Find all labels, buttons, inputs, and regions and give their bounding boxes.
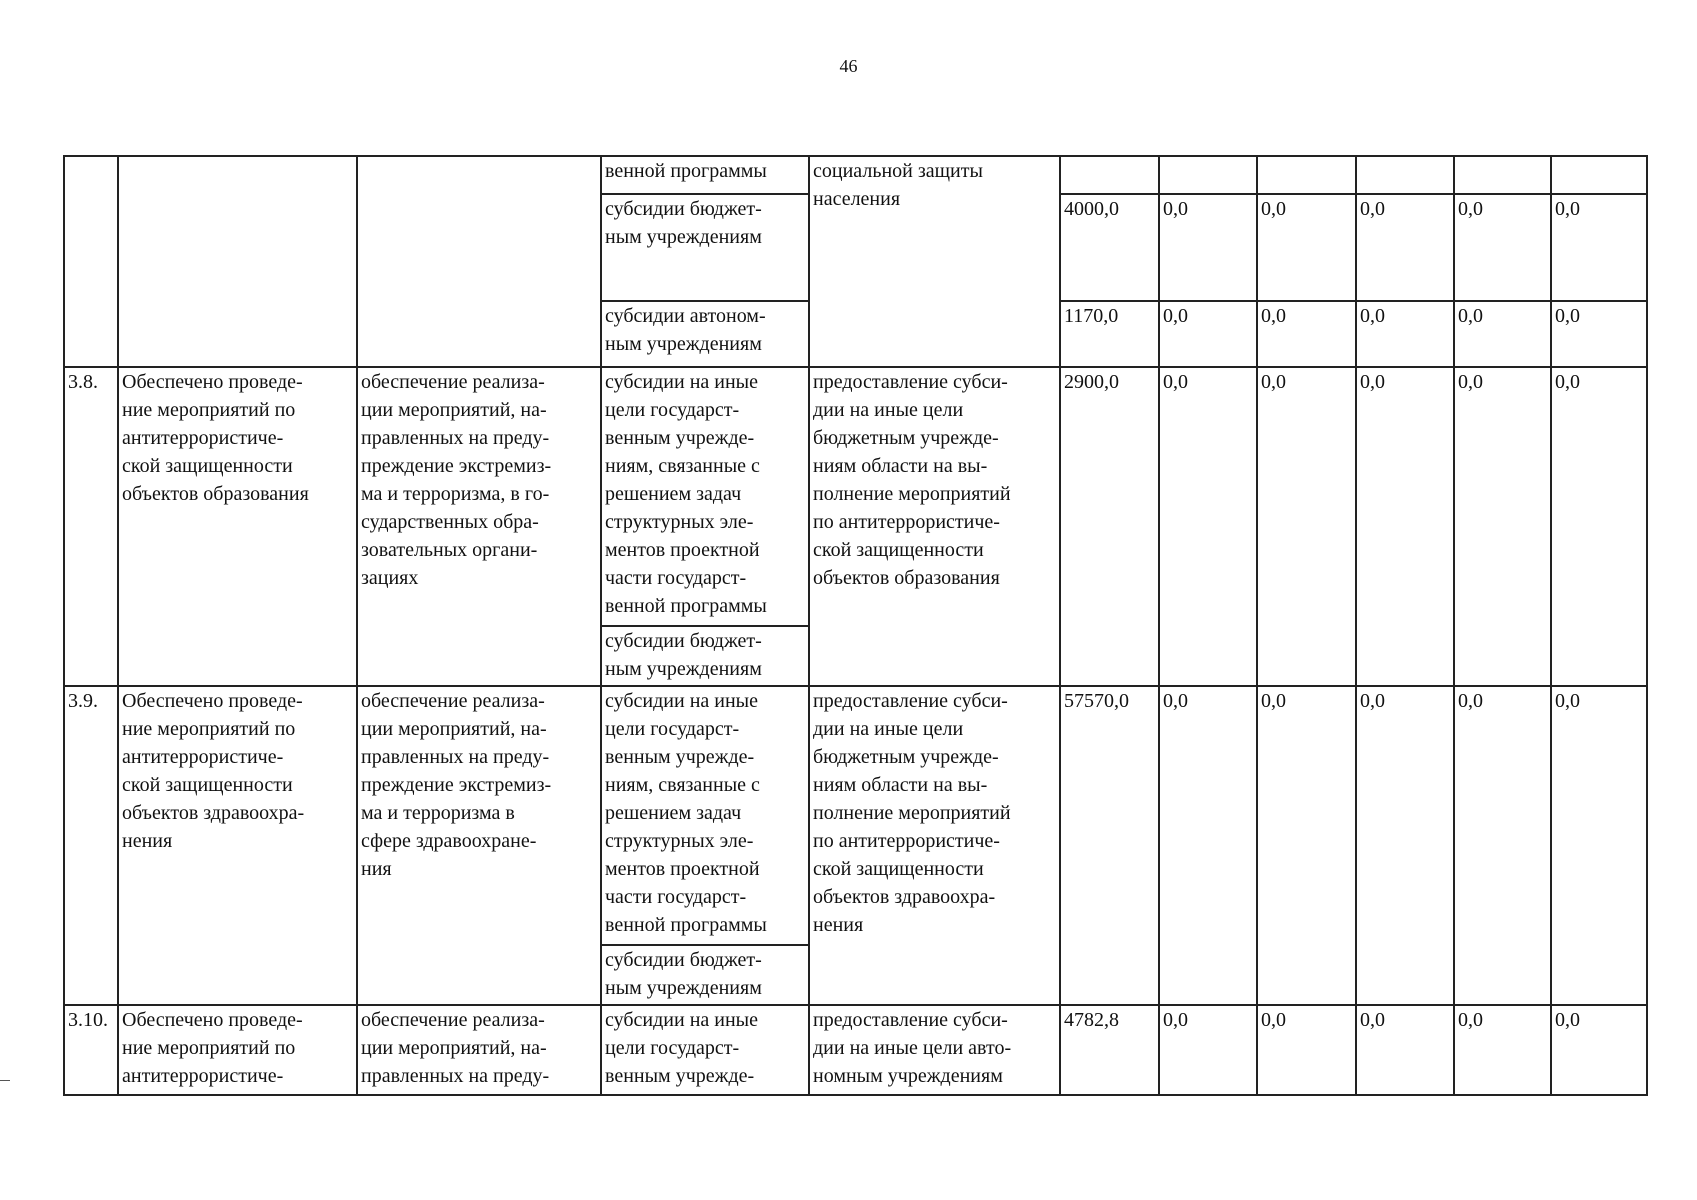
value-cell: 0,0	[1257, 194, 1356, 301]
value-cell: 0,0	[1454, 367, 1551, 686]
value-cell	[1159, 156, 1257, 194]
value-cell: 0,0	[1159, 367, 1257, 686]
source-cell: венной программы	[601, 156, 809, 194]
direction-cell: социальной защиты населения	[809, 156, 1060, 367]
source-cell: субсидии на иные цели государст- венным учрежде- ниям, связанные с решением задач структурных эле- ментов проектной части государст- венной программы	[601, 367, 809, 626]
value-cell: 0,0	[1356, 301, 1454, 367]
page-number: 46	[839, 56, 858, 76]
value-cell: 2900,0	[1060, 367, 1159, 686]
value-cell: 0,0	[1551, 1005, 1647, 1095]
direction-cell: предоставление субси- дии на иные цели бюджетным учрежде- ниям области на вы- полнение мероприятий по антитеррористиче- ской защищенности объектов здравоохра- нения	[809, 686, 1060, 1005]
num-cell: 3.8.	[64, 367, 118, 686]
value-cell: 0,0	[1356, 194, 1454, 301]
measure-cell: обеспечение реализа- ции мероприятий, на- правленных на преду-	[357, 1005, 601, 1095]
num-cell: 3.10.	[64, 1005, 118, 1095]
value-cell: 4000,0	[1060, 194, 1159, 301]
table-row	[64, 686, 1647, 945]
source-cell: субсидии бюджет- ным учреждениям	[601, 194, 809, 301]
value-cell: 0,0	[1159, 301, 1257, 367]
result-cell	[118, 156, 357, 367]
value-cell: 0,0	[1551, 194, 1647, 301]
source-cell: субсидии бюджет- ным учреждениям	[601, 626, 809, 686]
result-cell: Обеспечено проведе- ние мероприятий по антитеррористиче-	[118, 1005, 357, 1095]
value-cell: 4782,8	[1060, 1005, 1159, 1095]
value-cell: 0,0	[1551, 367, 1647, 686]
value-cell: 0,0	[1257, 301, 1356, 367]
value-cell: 0,0	[1454, 1005, 1551, 1095]
value-cell	[1257, 156, 1356, 194]
value-cell: 0,0	[1257, 1005, 1356, 1095]
measure-cell: обеспечение реализа- ции мероприятий, на- правленных на преду- преждение экстремиз- ма и терроризма, в го- сударственных обра- зовательных органи- зациях	[357, 367, 601, 686]
value-cell: 0,0	[1257, 686, 1356, 1005]
value-cell: 0,0	[1159, 686, 1257, 1005]
value-cell: 0,0	[1454, 194, 1551, 301]
value-cell: 0,0	[1356, 686, 1454, 1005]
num-cell	[64, 156, 118, 367]
result-cell: Обеспечено проведе- ние мероприятий по антитеррористиче- ской защищенности объектов образования	[118, 367, 357, 686]
value-cell: 0,0	[1551, 301, 1647, 367]
table-row	[64, 367, 1647, 626]
value-cell: 0,0	[1356, 367, 1454, 686]
value-cell: 57570,0	[1060, 686, 1159, 1005]
source-cell: субсидии на иные цели государст- венным учрежде-	[601, 1005, 809, 1095]
value-cell: 0,0	[1454, 686, 1551, 1005]
value-cell: 0,0	[1159, 1005, 1257, 1095]
result-cell: Обеспечено проведе- ние мероприятий по антитеррористиче- ской защищенности объектов здравоохра- нения	[118, 686, 357, 1005]
value-cell: 0,0	[1159, 194, 1257, 301]
num-cell: 3.9.	[64, 686, 118, 1005]
measure-cell: обеспечение реализа- ции мероприятий, на- правленных на преду- преждение экстремиз- ма и терроризма в сфере здравоохране- ния	[357, 686, 601, 1005]
value-cell	[1454, 156, 1551, 194]
value-cell	[1356, 156, 1454, 194]
value-cell: 0,0	[1551, 686, 1647, 1005]
direction-cell: предоставление субси- дии на иные цели бюджетным учрежде- ниям области на вы- полнение мероприятий по антитеррористиче- ской защищенности объектов образования	[809, 367, 1060, 686]
table-row	[64, 1005, 1647, 1095]
value-cell: 0,0	[1356, 1005, 1454, 1095]
source-cell: субсидии на иные цели государст- венным учрежде- ниям, связанные с решением задач структурных эле- ментов проектной части государст- венной программы	[601, 686, 809, 945]
source-cell: субсидии автоном- ным учреждениям	[601, 301, 809, 367]
value-cell: 0,0	[1454, 301, 1551, 367]
table-row	[64, 156, 1647, 194]
value-cell: 1170,0	[1060, 301, 1159, 367]
value-cell	[1551, 156, 1647, 194]
value-cell: 0,0	[1257, 367, 1356, 686]
source-cell: субсидии бюджет- ным учреждениям	[601, 945, 809, 1005]
value-cell	[1060, 156, 1159, 194]
scan-edge-mark	[0, 1080, 10, 1081]
measure-cell	[357, 156, 601, 367]
direction-cell: предоставление субси- дии на иные цели авто- номным учреждениям	[809, 1005, 1060, 1095]
program-table	[63, 155, 1648, 1096]
